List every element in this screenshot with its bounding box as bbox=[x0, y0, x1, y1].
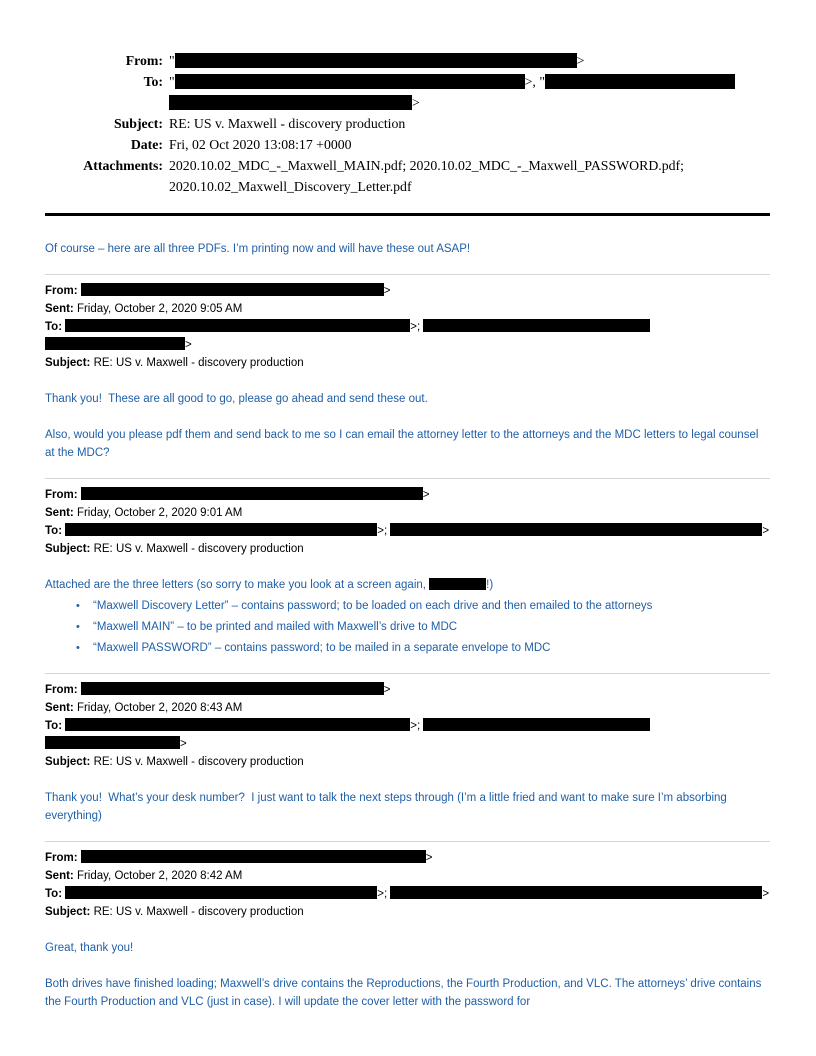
quoted-from-line bbox=[45, 486, 770, 504]
message-paragraph: Also, would you please pdf them and send back to me so I can email the attorney letter to the attorneys and the MDC letters to legal counsel at the MDC? bbox=[45, 428, 762, 459]
mail-header bbox=[45, 50, 770, 197]
quoted-to-line bbox=[45, 522, 770, 540]
redaction-bar bbox=[45, 337, 185, 350]
gt-char: > bbox=[412, 95, 420, 110]
redaction-bar bbox=[175, 53, 577, 68]
to-label: To: bbox=[45, 524, 63, 537]
quoted-subject-line bbox=[45, 753, 770, 771]
sent-label: Sent: bbox=[45, 701, 74, 714]
subject-value: RE: US v. Maxwell - discovery production bbox=[93, 905, 304, 918]
subject-label: Subject: bbox=[45, 905, 91, 918]
message-divider bbox=[45, 478, 770, 479]
message-paragraph bbox=[45, 576, 770, 594]
quoted-to-line-2 bbox=[45, 735, 770, 753]
quoted-message bbox=[45, 282, 770, 462]
bullet-text: “Maxwell MAIN” – to be printed and mailed with Maxwell’s drive to MDC bbox=[93, 620, 458, 633]
sent-value: Friday, October 2, 2020 9:05 AM bbox=[76, 302, 243, 315]
to-label: To: bbox=[45, 320, 63, 333]
redaction-bar bbox=[65, 319, 410, 332]
to-label: To: bbox=[45, 887, 63, 900]
quoted-message bbox=[45, 486, 770, 657]
quoted-from-line bbox=[45, 681, 770, 699]
from-label: From: bbox=[125, 53, 163, 68]
to-label: To: bbox=[45, 719, 63, 732]
redaction-bar bbox=[390, 886, 762, 899]
bullet-item bbox=[45, 639, 770, 657]
gt-semi-chars: >; bbox=[377, 524, 388, 537]
from-label: From: bbox=[45, 851, 78, 864]
bullet-text: “Maxwell PASSWORD” – contains password; to be mailed in a separate envelope to MDC bbox=[93, 641, 551, 654]
gt-char: > bbox=[762, 524, 770, 537]
subject-value: RE: US v. Maxwell - discovery production bbox=[169, 116, 406, 131]
message-paragraph: Thank you! These are all good to go, please go ahead and send these out. bbox=[45, 392, 428, 405]
subject-label: Subject: bbox=[113, 116, 163, 131]
redaction-bar bbox=[65, 886, 377, 899]
sent-value: Friday, October 2, 2020 9:01 AM bbox=[76, 506, 243, 519]
subject-label: Subject: bbox=[45, 542, 91, 555]
redaction-bar bbox=[390, 523, 762, 536]
attachments-label: Attachments: bbox=[83, 158, 163, 173]
redaction-bar bbox=[423, 718, 650, 731]
to-line-2 bbox=[169, 92, 770, 113]
gt-char: > bbox=[762, 887, 770, 900]
header-rule bbox=[45, 213, 770, 216]
redaction-bar bbox=[81, 850, 426, 863]
message-divider bbox=[45, 673, 770, 674]
bullet-item bbox=[45, 597, 770, 615]
attachments-value: 2020.10.02_MDC_-_Maxwell_MAIN.pdf; 2020.10.02_MDC_-_Maxwell_PASSWORD.pdf; 2020.10.02_Maxwell_Discovery_Letter.pdf bbox=[169, 158, 684, 194]
intro-paragraph: Of course – here are all three PDFs. I’m printing now and will have these out ASAP! bbox=[45, 242, 471, 255]
redaction-bar bbox=[545, 74, 735, 89]
quoted-subject-line bbox=[45, 903, 770, 921]
quoted-to-line bbox=[45, 318, 770, 336]
gt-char: > bbox=[180, 737, 187, 750]
bullet-icon: • bbox=[76, 599, 80, 612]
quoted-from-line bbox=[45, 282, 770, 300]
message-divider bbox=[45, 274, 770, 275]
quoted-sent-line bbox=[45, 867, 770, 885]
subject-value: RE: US v. Maxwell - discovery production bbox=[93, 542, 304, 555]
quoted-subject-line bbox=[45, 354, 770, 372]
redaction-bar bbox=[45, 736, 180, 749]
paragraph-text: Attached are the three letters (so sorry to make you look at a screen again, bbox=[45, 578, 430, 591]
bullet-item bbox=[45, 618, 770, 636]
quoted-message bbox=[45, 849, 770, 1011]
gt-char: > bbox=[425, 851, 433, 864]
gt-char: > bbox=[383, 284, 391, 297]
bullet-icon: • bbox=[76, 620, 80, 633]
bullet-text: “Maxwell Discovery Letter” – contains password; to be loaded on each drive and then emailed to the attorneys bbox=[93, 599, 653, 612]
bullet-list bbox=[45, 597, 770, 657]
redaction-bar bbox=[169, 95, 412, 110]
sent-label: Sent: bbox=[45, 869, 74, 882]
sent-label: Sent: bbox=[45, 506, 74, 519]
quoted-sent-line bbox=[45, 504, 770, 522]
redaction-bar bbox=[65, 523, 377, 536]
to-label: To: bbox=[143, 74, 163, 89]
to-value bbox=[169, 71, 770, 113]
redaction-bar bbox=[81, 487, 423, 500]
gt-semi-chars: >; bbox=[377, 887, 388, 900]
message-paragraph: Thank you! What’s your desk number? I just want to talk the next steps through (I’m a little fried and want to make sure I’m absorbing everything) bbox=[45, 791, 731, 822]
gt-char: > bbox=[422, 488, 430, 501]
gt-semi-chars: >; bbox=[410, 719, 421, 732]
to-line-1 bbox=[169, 71, 770, 92]
quote-char: " bbox=[169, 74, 175, 89]
quoted-from-line bbox=[45, 849, 770, 867]
redaction-bar bbox=[175, 74, 525, 89]
sent-value: Friday, October 2, 2020 8:42 AM bbox=[76, 869, 243, 882]
quoted-subject-line bbox=[45, 540, 770, 558]
from-label: From: bbox=[45, 284, 78, 297]
from-label: From: bbox=[45, 683, 78, 696]
subject-label: Subject: bbox=[45, 755, 91, 768]
quoted-to-line bbox=[45, 717, 770, 735]
quoted-to-line bbox=[45, 885, 770, 903]
gt-char: > bbox=[383, 683, 391, 696]
quote-char: " bbox=[169, 53, 175, 68]
redaction-bar bbox=[65, 718, 410, 731]
quoted-to-line-2 bbox=[45, 336, 770, 354]
message-paragraph: Great, thank you! bbox=[45, 941, 134, 954]
date-value: Fri, 02 Oct 2020 13:08:17 +0000 bbox=[169, 137, 352, 152]
paragraph-text: !) bbox=[486, 578, 494, 591]
message-divider bbox=[45, 841, 770, 842]
sent-label: Sent: bbox=[45, 302, 74, 315]
gt-char: > bbox=[576, 53, 585, 68]
subject-value: RE: US v. Maxwell - discovery production bbox=[93, 755, 304, 768]
subject-value: RE: US v. Maxwell - discovery production bbox=[93, 356, 304, 369]
from-label: From: bbox=[45, 488, 78, 501]
gt-comma-quote-chars: >, " bbox=[524, 74, 545, 89]
message-paragraph: Both drives have finished loading; Maxwell’s drive contains the Reproductions, the Fourth Production, and VLC. The attorneys’ drive contains the Fourth Production and VLC (just in case). I will update the cover letter with the password for bbox=[45, 977, 765, 1008]
redaction-bar bbox=[81, 682, 384, 695]
subject-label: Subject: bbox=[45, 356, 91, 369]
quoted-message bbox=[45, 681, 770, 825]
gt-char: > bbox=[185, 338, 192, 351]
from-value bbox=[169, 50, 770, 71]
sent-value: Friday, October 2, 2020 8:43 AM bbox=[76, 701, 243, 714]
redaction-bar bbox=[429, 578, 486, 590]
date-label: Date: bbox=[130, 137, 163, 152]
redaction-bar bbox=[423, 319, 650, 332]
quoted-sent-line bbox=[45, 699, 770, 717]
redaction-bar bbox=[81, 283, 384, 296]
bullet-icon: • bbox=[76, 641, 80, 654]
gt-semi-chars: >; bbox=[410, 320, 421, 333]
quoted-sent-line bbox=[45, 300, 770, 318]
